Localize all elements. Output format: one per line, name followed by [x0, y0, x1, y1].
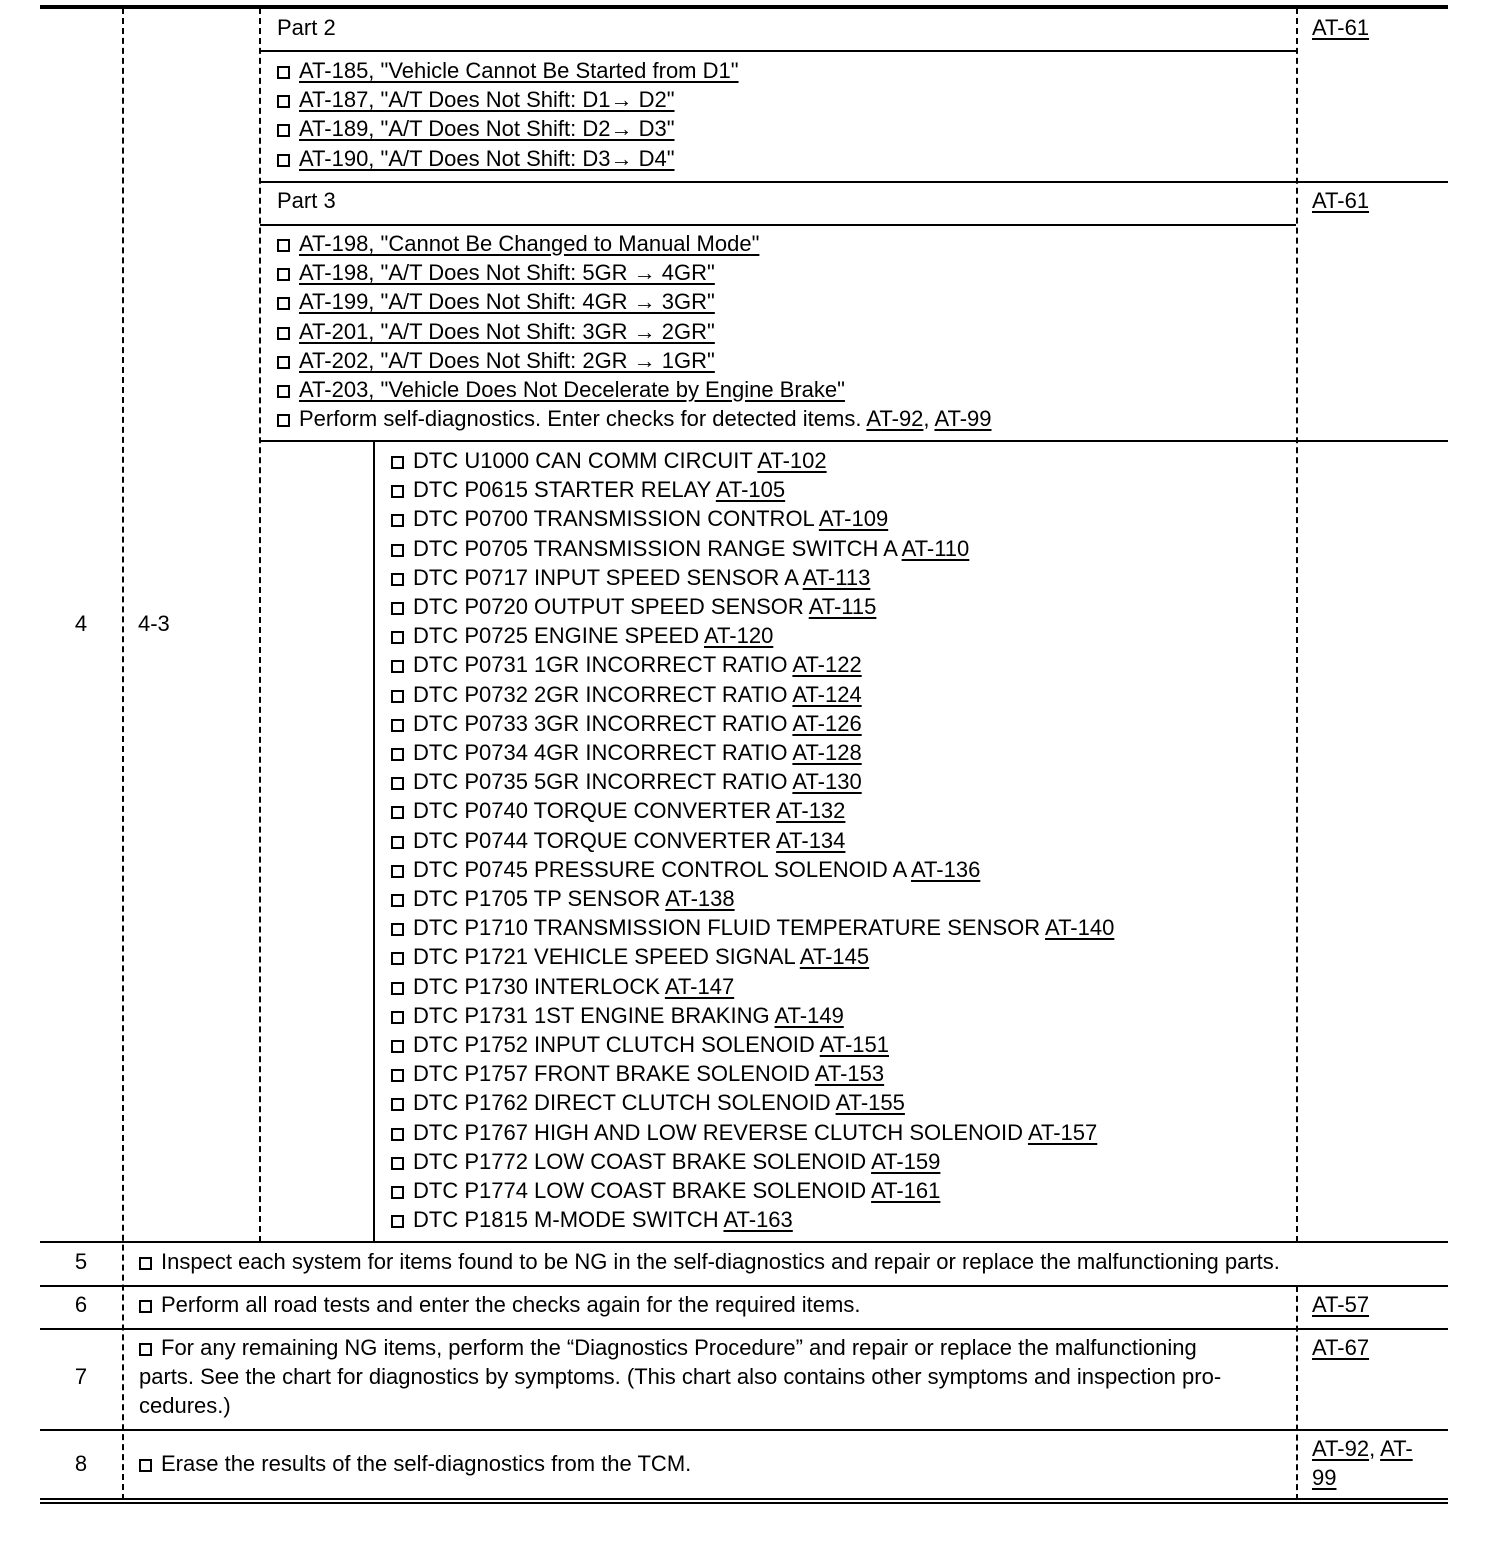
step-7-ref — [1312, 1333, 1369, 1362]
ref-link[interactable]: AT-57 — [1312, 1292, 1370, 1317]
part-3-list — [277, 229, 992, 433]
instruction-text: Perform all road tests and enter the checks again for the required items. — [161, 1292, 861, 1317]
checkbox[interactable] — [277, 327, 290, 340]
dtc-item — [391, 884, 1114, 913]
checkbox[interactable] — [391, 748, 404, 761]
table-bottom-border — [40, 1502, 1448, 1504]
dtc-link[interactable]: AT-132 — [776, 798, 846, 824]
col-divider — [259, 8, 261, 1242]
separator: , — [1369, 1436, 1381, 1461]
checkbox[interactable] — [391, 865, 404, 878]
dtc-text: DTC P0733 3GR INCORRECT RATIO — [413, 710, 793, 736]
instruction-text: For any remaining NG items, perform the “Diagnostics Procedure” and repair or replace the malfunctioning — [161, 1335, 1197, 1360]
step-8-text — [139, 1449, 691, 1478]
dtc-link[interactable]: AT-113 — [802, 564, 871, 590]
checkbox[interactable] — [277, 239, 290, 252]
dtc-item — [391, 650, 1114, 679]
dtc-text: DTC P1731 1ST ENGINE BRAKING — [413, 1002, 775, 1028]
dtc-text: DTC U1000 CAN COMM CIRCUIT — [413, 448, 758, 473]
dtc-link[interactable]: AT-149 — [774, 1002, 844, 1028]
step-8-ref — [1312, 1434, 1413, 1492]
item-link[interactable]: AT-187, "A/T Does Not Shift: D1→ D2" — [299, 87, 675, 113]
item-link[interactable]: AT-190, "A/T Does Not Shift: D3→ D4" — [299, 145, 675, 171]
dtc-text: DTC P1772 LOW COAST BRAKE SOLENOID — [413, 1148, 872, 1174]
dtc-link[interactable]: AT-138 — [665, 886, 735, 912]
dtc-text: DTC P0732 2GR INCORRECT RATIO — [413, 681, 793, 707]
dtc-link[interactable]: AT-102 — [757, 448, 827, 473]
checkbox[interactable] — [391, 573, 404, 586]
dtc-link[interactable]: AT-115 — [808, 594, 877, 620]
checkbox[interactable] — [391, 1186, 404, 1199]
dtc-item — [391, 1059, 1114, 1088]
step-6-ref — [1312, 1290, 1369, 1319]
checkbox[interactable] — [391, 923, 404, 936]
checkbox[interactable] — [277, 297, 290, 310]
dtc-item — [391, 1088, 1114, 1117]
instruction-text: Erase the results of the self-diagnostics from the TCM. — [161, 1451, 692, 1476]
dtc-link[interactable]: AT-151 — [819, 1032, 890, 1058]
col-divider — [373, 441, 375, 1241]
ref-line — [1312, 1463, 1413, 1492]
col-divider — [122, 8, 124, 1500]
instruction-text: Inspect each system for items found to be NG in the self-diagnostics and repair or replace the malfunctioning parts. — [161, 1249, 1280, 1274]
checkbox[interactable] — [391, 660, 404, 673]
step-number: 5 — [74, 1249, 88, 1274]
item-link[interactable]: AT-189, "A/T Does Not Shift: D2→ D3" — [299, 116, 675, 142]
dtc-text: DTC P0740 TORQUE CONVERTER — [413, 798, 777, 824]
list-item — [277, 114, 739, 143]
dtc-text: DTC P1767 HIGH AND LOW REVERSE CLUTCH SOLENOID — [413, 1119, 1028, 1145]
checkbox[interactable] — [391, 1040, 404, 1053]
checkbox[interactable] — [391, 894, 404, 907]
list-item — [277, 56, 739, 85]
rule — [40, 1285, 1448, 1287]
item-link[interactable]: AT-198, "Cannot Be Changed to Manual Mode" — [299, 231, 760, 256]
item-link[interactable]: AT-199, "A/T Does Not Shift: 4GR → 3GR" — [299, 289, 715, 315]
dtc-link[interactable]: AT-145 — [799, 944, 870, 970]
checkbox[interactable] — [391, 1128, 404, 1141]
checkbox[interactable] — [391, 719, 404, 732]
item-link[interactable]: AT-201, "A/T Does Not Shift: 3GR → 2GR" — [299, 318, 715, 344]
dtc-link[interactable]: AT-136 — [911, 856, 981, 882]
dtc-text: DTC P1752 INPUT CLUTCH SOLENOID — [413, 1032, 820, 1058]
dtc-item — [391, 913, 1114, 942]
dtc-text: DTC P0731 1GR INCORRECT RATIO — [413, 652, 793, 678]
dtc-item — [391, 1001, 1114, 1030]
checkbox[interactable] — [391, 456, 404, 469]
item-link[interactable]: AT-202, "A/T Does Not Shift: 2GR → 1GR" — [299, 347, 715, 373]
checkbox[interactable] — [391, 1215, 404, 1228]
checkbox[interactable] — [391, 1157, 404, 1170]
dtc-item — [391, 855, 1114, 884]
rule — [260, 224, 1296, 226]
dtc-link[interactable]: AT-124 — [792, 681, 862, 707]
dtc-item — [391, 796, 1114, 825]
list-item — [277, 317, 992, 346]
col-divider — [1296, 8, 1298, 1242]
dtc-link[interactable]: AT-140 — [1045, 915, 1115, 941]
dtc-item — [391, 767, 1114, 796]
separator: , — [923, 406, 935, 432]
sub-step-number: 4-3 — [138, 611, 170, 636]
dtc-item — [391, 738, 1114, 767]
dtc-item — [391, 1176, 1114, 1205]
dtc-link[interactable]: AT-153 — [814, 1061, 885, 1087]
checkbox[interactable] — [139, 1257, 152, 1270]
dtc-text: DTC P0705 TRANSMISSION RANGE SWITCH A — [413, 535, 902, 561]
col-divider — [1296, 1286, 1298, 1500]
checkbox[interactable] — [277, 95, 290, 108]
dtc-text: DTC P0734 4GR INCORRECT RATIO — [413, 740, 793, 766]
step-number: 7 — [74, 1364, 88, 1389]
dtc-item — [391, 475, 1114, 504]
checkbox[interactable] — [391, 982, 404, 995]
dtc-item — [391, 534, 1114, 563]
rule — [260, 181, 1448, 183]
dtc-link[interactable]: AT-105 — [715, 477, 786, 503]
dtc-text: DTC P1762 DIRECT CLUTCH SOLENOID — [413, 1090, 836, 1116]
dtc-link[interactable]: AT-155 — [835, 1090, 905, 1116]
part-3-title: Part 3 — [277, 188, 336, 213]
ref-link[interactable]: AT-61 — [1312, 188, 1370, 213]
checkbox[interactable] — [277, 154, 290, 167]
list-item — [277, 144, 739, 173]
dtc-text: DTC P1757 FRONT BRAKE SOLENOID — [413, 1061, 815, 1087]
dtc-text: DTC P0717 INPUT SPEED SENSOR A — [413, 564, 803, 590]
step-number: 6 — [74, 1292, 88, 1317]
checkbox[interactable] — [391, 1098, 404, 1111]
dtc-link[interactable]: AT-110 — [901, 535, 970, 561]
checkbox[interactable] — [277, 66, 290, 79]
checkbox[interactable] — [391, 777, 404, 790]
dtc-link[interactable]: AT-157 — [1027, 1119, 1098, 1145]
list-item — [277, 287, 992, 316]
text-line — [139, 1333, 1221, 1362]
dtc-item — [391, 592, 1114, 621]
step-number: 8 — [74, 1451, 88, 1476]
checkbox[interactable] — [391, 602, 404, 615]
part-3-ref — [1312, 186, 1369, 215]
part-2-list — [277, 56, 739, 173]
item-link[interactable]: AT-203, "Vehicle Does Not Decelerate by Engine Brake" — [299, 377, 845, 403]
dtc-item — [391, 709, 1114, 738]
dtc-link[interactable]: AT-161 — [871, 1178, 941, 1204]
dtc-item — [391, 1147, 1114, 1176]
dtc-text: DTC P0725 ENGINE SPEED — [413, 623, 704, 649]
self-diag-text: Perform self-diagnostics. Enter checks for detected items. — [299, 406, 867, 432]
rule — [40, 1328, 1448, 1330]
ref-link[interactable]: AT-67 — [1312, 1335, 1370, 1360]
step-6-text — [139, 1290, 860, 1319]
rule — [40, 1241, 1448, 1243]
list-item — [277, 85, 739, 114]
checkbox[interactable] — [391, 952, 404, 965]
list-item — [277, 404, 992, 433]
dtc-text: DTC P1705 TP SENSOR — [413, 886, 666, 912]
dtc-text: DTC P1774 LOW COAST BRAKE SOLENOID — [413, 1178, 872, 1204]
checkbox[interactable] — [277, 356, 290, 369]
checkbox[interactable] — [139, 1343, 152, 1356]
dtc-item — [391, 621, 1114, 650]
checkbox[interactable] — [277, 385, 290, 398]
ref-link[interactable]: AT-92 — [866, 406, 924, 432]
dtc-text: DTC P1815 M-MODE SWITCH — [413, 1207, 724, 1233]
dtc-item — [391, 1030, 1114, 1059]
step-number: 4 — [74, 611, 88, 636]
checkbox[interactable] — [391, 631, 404, 644]
dtc-item — [391, 972, 1114, 1001]
dtc-link[interactable]: AT-147 — [664, 973, 735, 999]
dtc-text: DTC P1730 INTERLOCK — [413, 973, 665, 999]
dtc-link[interactable]: AT-159 — [871, 1148, 941, 1174]
dtc-item — [391, 563, 1114, 592]
list-item — [277, 375, 992, 404]
dtc-item — [391, 942, 1114, 971]
checkbox[interactable] — [391, 690, 404, 703]
dtc-item — [391, 826, 1114, 855]
list-item — [277, 229, 992, 258]
dtc-link[interactable]: AT-126 — [792, 710, 862, 736]
checkbox[interactable] — [391, 485, 404, 498]
part-2-title: Part 2 — [277, 15, 336, 40]
ref-link[interactable]: AT-99 — [934, 406, 992, 432]
checkbox[interactable] — [391, 1069, 404, 1082]
checkbox[interactable] — [391, 836, 404, 849]
ref-line — [1312, 1434, 1413, 1463]
item-link[interactable]: AT-198, "A/T Does Not Shift: 5GR → 4GR" — [299, 260, 715, 286]
checkbox[interactable] — [391, 806, 404, 819]
dtc-item — [391, 1118, 1114, 1147]
checkbox[interactable] — [391, 544, 404, 557]
step-5-text — [139, 1247, 1280, 1276]
dtc-list — [391, 446, 1114, 1234]
checkbox[interactable] — [139, 1459, 152, 1472]
list-item — [277, 258, 992, 287]
dtc-link[interactable]: AT-134 — [776, 827, 846, 853]
dtc-item — [391, 1205, 1114, 1234]
checkbox[interactable] — [277, 124, 290, 137]
dtc-text: DTC P0720 OUTPUT SPEED SENSOR — [413, 594, 809, 620]
dtc-text: DTC P0615 STARTER RELAY — [413, 477, 716, 503]
checkbox[interactable] — [391, 1011, 404, 1024]
checkbox[interactable] — [277, 414, 290, 427]
rule — [40, 1429, 1448, 1431]
part-2-ref — [1312, 13, 1369, 42]
dtc-link[interactable]: AT-109 — [818, 506, 889, 532]
dtc-item — [391, 680, 1114, 709]
rule — [260, 440, 1448, 442]
ref-link[interactable]: AT- — [1380, 1436, 1413, 1461]
rule — [260, 50, 1296, 52]
text-line: cedures.) — [139, 1393, 231, 1419]
dtc-text: DTC P0735 5GR INCORRECT RATIO — [413, 769, 793, 795]
dtc-link[interactable]: AT-122 — [792, 652, 862, 678]
checkbox[interactable] — [391, 514, 404, 527]
dtc-item — [391, 446, 1114, 475]
dtc-link[interactable]: AT-130 — [792, 769, 862, 795]
list-item — [277, 346, 992, 375]
dtc-link[interactable]: AT-128 — [792, 740, 862, 766]
dtc-text: DTC P0700 TRANSMISSION CONTROL — [413, 506, 819, 532]
dtc-text: DTC P1710 TRANSMISSION FLUID TEMPERATURE SENSOR — [413, 915, 1046, 941]
ref-link[interactable]: 99 — [1312, 1465, 1337, 1491]
table-bottom-border — [40, 1498, 1448, 1500]
dtc-link[interactable]: AT-120 — [704, 623, 774, 649]
checkbox[interactable] — [139, 1300, 152, 1313]
item-link[interactable]: AT-185, "Vehicle Cannot Be Started from D1" — [299, 58, 739, 83]
dtc-item — [391, 504, 1114, 533]
dtc-link[interactable]: AT-163 — [723, 1207, 793, 1233]
ref-link[interactable]: AT-92 — [1312, 1436, 1370, 1461]
text-line: parts. See the chart for diagnostics by symptoms. (This chart also contains other symptoms and inspection pro- — [139, 1364, 1222, 1390]
dtc-text: DTC P0745 PRESSURE CONTROL SOLENOID A — [413, 856, 912, 882]
dtc-text: DTC P0744 TORQUE CONVERTER — [413, 827, 777, 853]
checkbox[interactable] — [277, 268, 290, 281]
step-7-text — [139, 1333, 1221, 1421]
dtc-text: DTC P1721 VEHICLE SPEED SIGNAL — [413, 944, 800, 970]
table-top-border — [40, 5, 1448, 9]
ref-link[interactable]: AT-61 — [1312, 15, 1370, 40]
